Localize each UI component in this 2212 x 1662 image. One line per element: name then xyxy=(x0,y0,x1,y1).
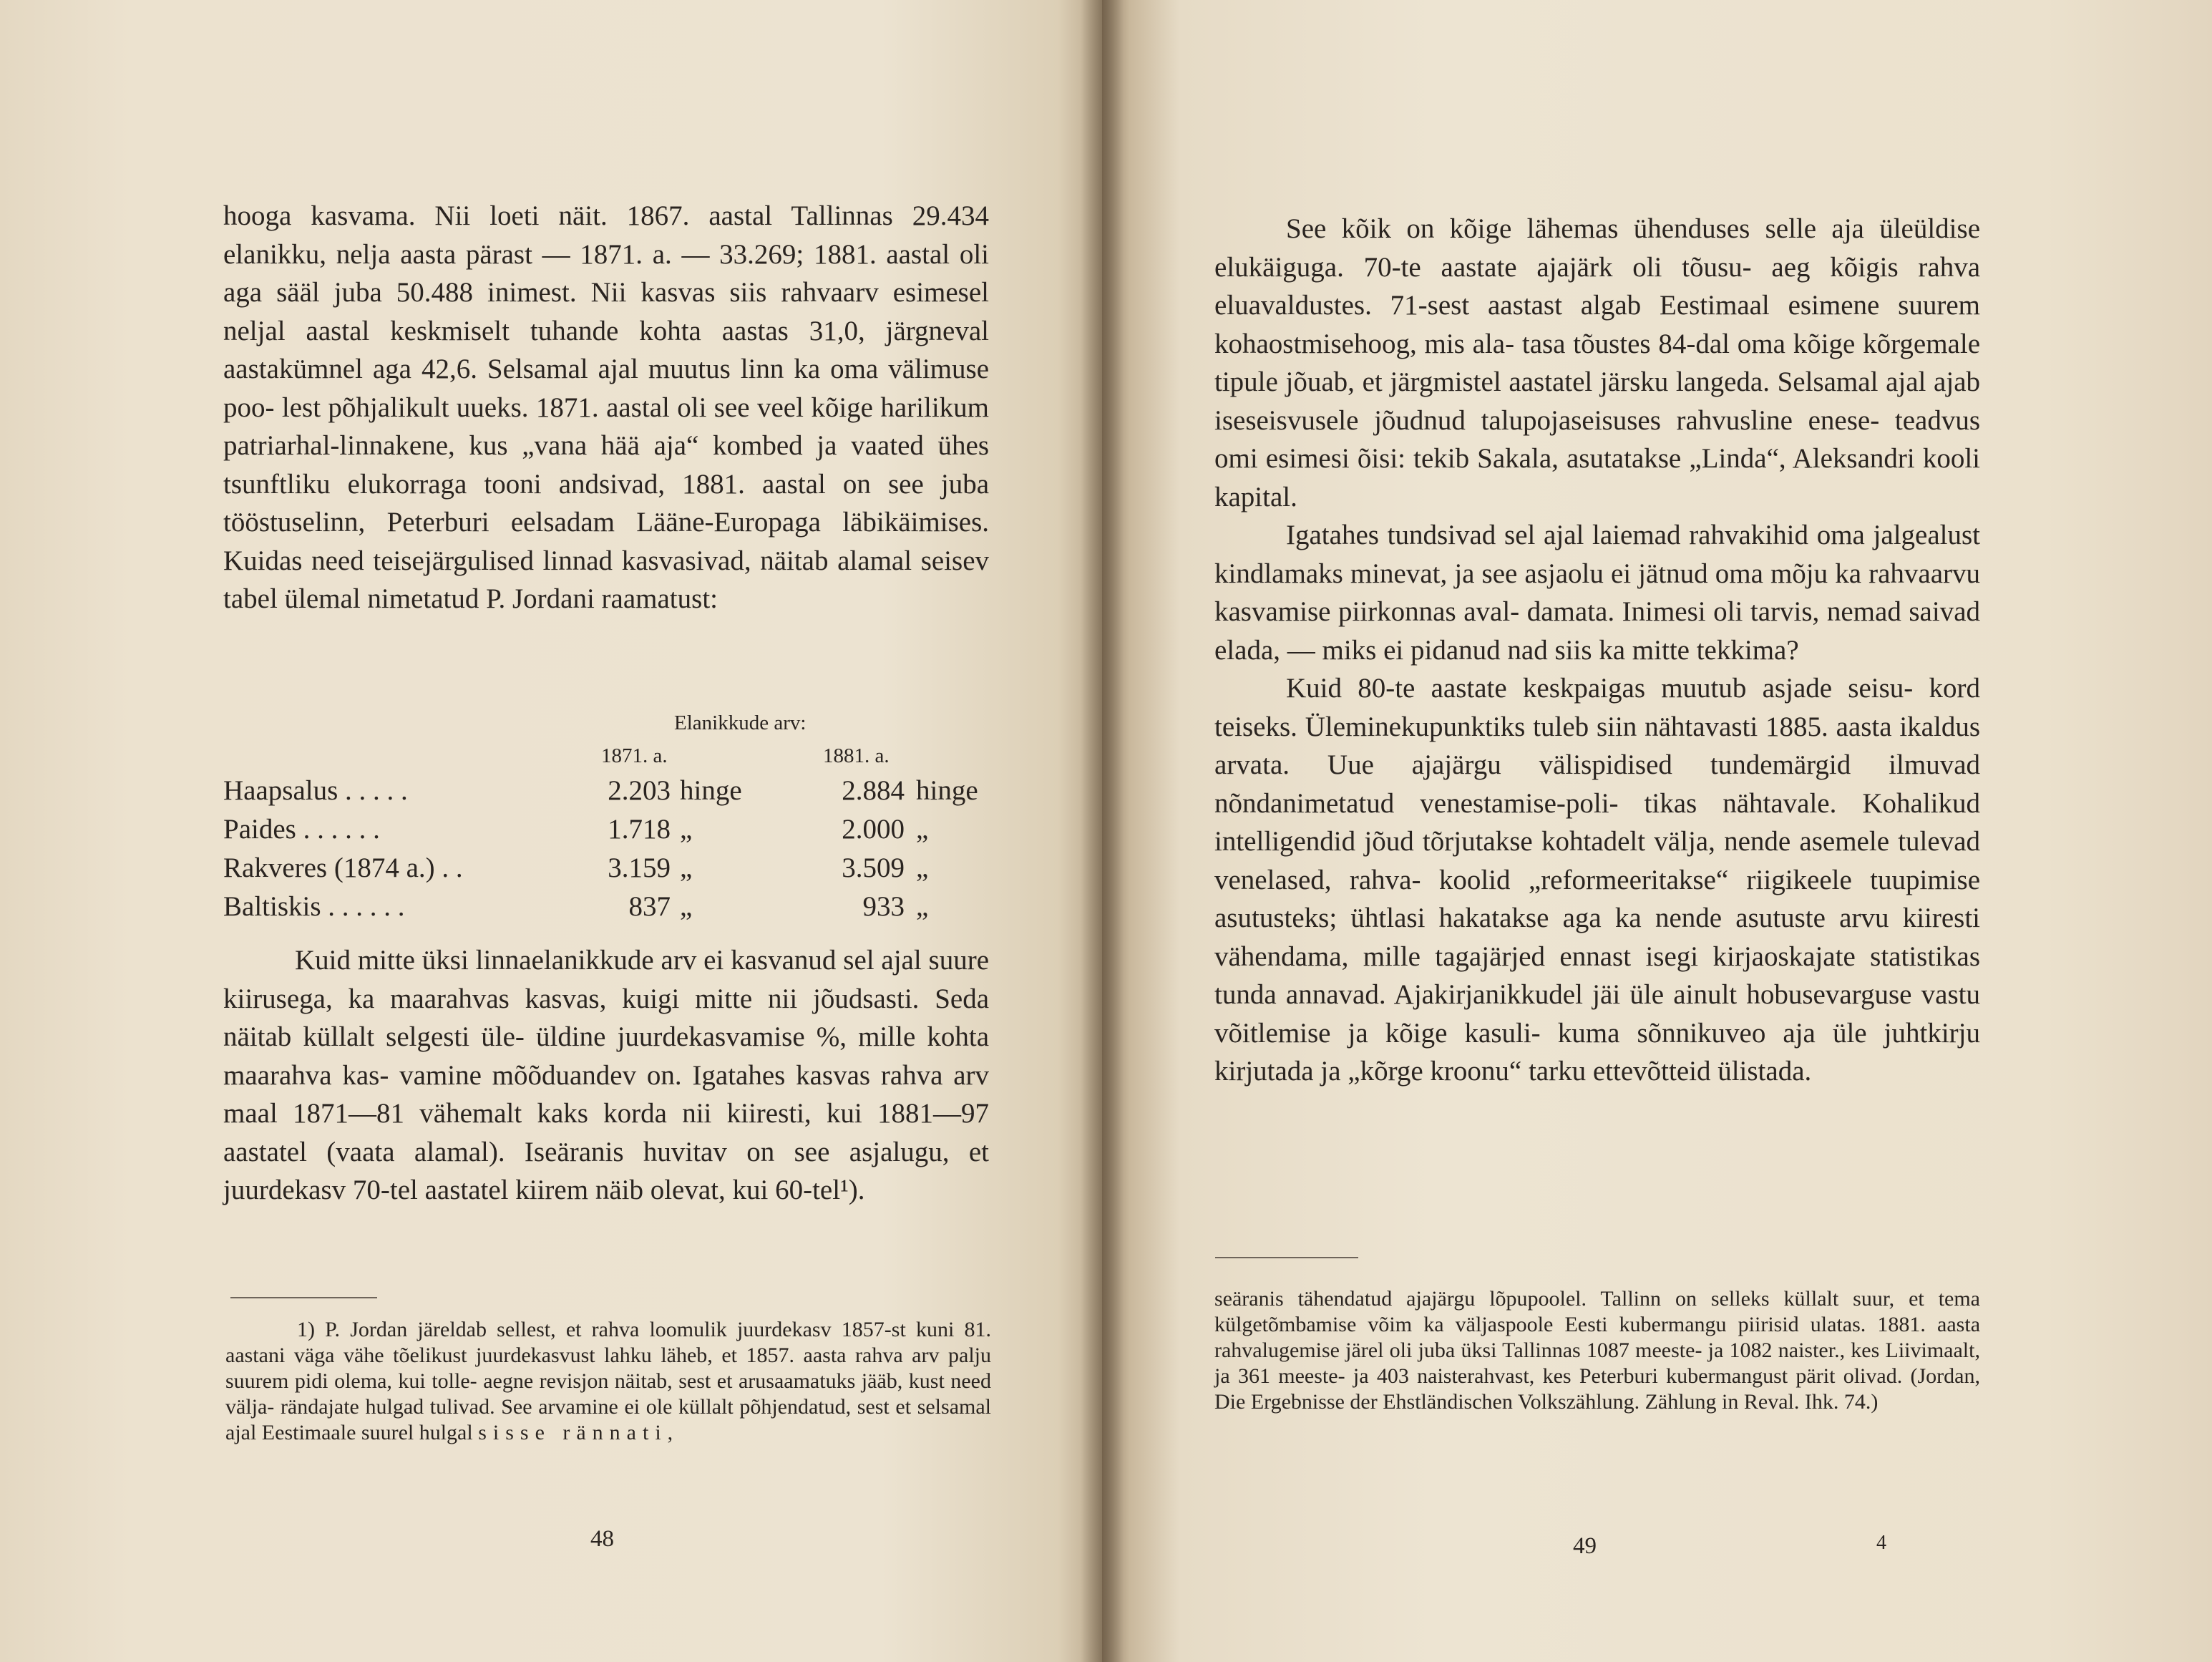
text-line: tikas nähtavale. Kohalikud intelligendid jõud tõrjutakse xyxy=(1214,787,1980,857)
row-place: Paides . . . . . . xyxy=(223,814,380,845)
table-row xyxy=(223,852,1010,890)
text-line: teisejärgulised linnad kasvasivad, näitab alamal seisev xyxy=(373,545,990,576)
column-header-1871: 1871. a. xyxy=(601,744,668,767)
footnote-paragraph xyxy=(225,1317,991,1446)
text-line: vähendama, mille tagajärjed ennast isegi kirjaoskajate xyxy=(1214,941,1856,972)
footnote-spaced-text: sisse rännati, xyxy=(478,1421,680,1444)
table-row xyxy=(223,774,1010,813)
text-line: kohtadelt välja, nende asemele tulevad venelased, rahva- xyxy=(1214,826,1981,895)
unit-1881: „ xyxy=(916,891,929,922)
right-page xyxy=(1102,0,2212,1662)
text-line: See kõik on kõige lähemas ühenduses selle aja xyxy=(1286,213,1864,244)
text-line: iseseisvusele jõudnud talupojaseisuses rahvusline enese- xyxy=(1214,404,1880,436)
unit-1881: „ xyxy=(916,852,929,883)
text-line: damata. Inimesi oli tarvis, nemad saivad elada, — miks xyxy=(1214,596,1981,666)
footnote-line: olivad. (Jordan, Die Ergebnisse der Ehstländischen Volkszählung. xyxy=(1214,1364,1980,1414)
text-line: olevat, kui 60-tel¹). xyxy=(650,1175,865,1205)
signature-mark: 4 xyxy=(1876,1532,1886,1554)
value-1871: 1.718 xyxy=(608,814,671,845)
text-line: 42,6. Selsamal ajal muutus linn ka oma välimuse poo- xyxy=(223,354,989,423)
text-line: jalgealust kindlamaks minevat, ja see asjaolu ei jätnud xyxy=(1214,520,1981,589)
text-line: 29.434 elanikku, nelja aasta pärast — 1871. a. — 33.269; xyxy=(223,200,989,270)
text-line: andsivad, 1881. aastal on see juba tööstuselinn, Peterburi xyxy=(223,468,990,538)
footnote-line: rändajate hulgad tulivad. See arvamine ei ole küllalt põhjendatud, xyxy=(280,1395,852,1419)
table-row xyxy=(223,890,1010,929)
footnote-paragraph xyxy=(1214,1286,1980,1415)
text-line: ühtlasi hakatakse aga ka nende asutuste arvu kiiresti xyxy=(1350,903,1981,933)
left-body-text xyxy=(223,197,989,618)
page-number-right: 49 xyxy=(1573,1533,1597,1559)
text-line: statistikas tunda annavad. Ajakirjanikkudel jäi üle xyxy=(1214,941,1981,1010)
text-line: tuhande kohta aastas 31,0, järgneval aastakümnel aga xyxy=(223,315,989,384)
text-line: tasa tõustes 84-dal oma kõige kõrgemale tipule jõuab, et xyxy=(1214,328,1981,397)
text-line: aeg kõigis rahva eluavaldustes. 71-sest aastast algab xyxy=(1214,251,1981,321)
text-line: „Linda“, Aleksandri kooli kapital. xyxy=(1214,443,1981,512)
row-place: Rakveres (1874 a.) . . xyxy=(223,852,463,883)
text-line: kord teiseks. Üleminekupunktiks tuleb siin nähtavasti xyxy=(1214,673,1981,742)
text-line: Kuid 80-te aastate keskpaigas muutub asjade seisu- xyxy=(1286,673,1914,704)
text-line: Eestimaal esimene suurem kohaostmisehoog, mis ala- xyxy=(1214,290,1980,359)
text-line: üleüldise elukäiguga. 70-te aastate ajajärk oli tõusu- xyxy=(1214,213,1981,283)
text-line: koolid „reformeeritakse“ riigikeele tuupimise asutusteks; xyxy=(1214,864,1981,933)
table-header xyxy=(223,703,1010,774)
left-paragraph-1 xyxy=(223,197,989,618)
footnote-line: meeste- ja 403 naisterahvast, kes Peterburi kubermangust pärit xyxy=(1278,1364,1836,1388)
value-1881: 2.000 xyxy=(842,814,905,845)
text-line: see asjalugu, et juurdekasv 70-tel aastatel kiirem näib xyxy=(223,1136,989,1205)
table-caption: Elanikkude arv: xyxy=(674,711,807,734)
text-line: hooga kasvama. Nii loeti näit. 1867. aastal Tallinnas xyxy=(223,200,893,231)
text-line: tundemärgid ilmuvad nõndanimetatud venestamise-poli- xyxy=(1214,749,1981,819)
text-line: Kuid mitte üksi linnaelanikkude arv ei kasvanud xyxy=(295,945,837,976)
value-1881: 3.509 xyxy=(842,852,905,883)
value-1881: 2.884 xyxy=(842,775,905,806)
footnote-line: piirisid ulatas. 1881. aasta rahvalugemise järel oli juba üksi xyxy=(1214,1313,1981,1362)
value-1871: 3.159 xyxy=(608,852,671,883)
text-line: 1881. aastal oli aga sääl juba 50.488 inimest. Nii xyxy=(223,238,990,308)
text-line: 1881—97 aastatel (vaata alamal). Iseäranis huvitav on xyxy=(223,1098,990,1167)
text-line: kroonu“ tarku ettevõtteid ülistada. xyxy=(1430,1056,1812,1087)
footnote-line: 1857-st kuni 81. aastani väga vähe tõelikust juurdekasvust lahku xyxy=(225,1318,991,1367)
right-body-text xyxy=(1214,210,1980,1091)
text-line: teadvus omi esimesi õisi: tekib Sakala, asutatakse xyxy=(1214,404,1981,474)
column-header-1881: 1881. a. xyxy=(823,744,890,767)
text-line: oma mõju ka rahvaarvu kasvamise piirkonnas aval- xyxy=(1214,558,1981,627)
text-line: kasvas siis rahvaarv esimesel neljal aastal keskmiselt xyxy=(223,277,989,346)
text-line: eelsadam Lääne-Europaga läbikäimises. Kuidas need xyxy=(223,507,989,576)
value-1881: 933 xyxy=(862,891,905,922)
book-gutter xyxy=(1081,0,1124,1662)
text-line: 1885. aasta ikaldus arvata. Uue ajajärgu välispidised xyxy=(1214,711,1980,780)
left-paragraph-2 xyxy=(223,941,989,1210)
text-line: järgmistel aastatel järsku langeda. Selsamal ajal ajab xyxy=(1390,366,1981,397)
text-line: harilikum patriarhal-linnakene, kus „vana hää aja“ xyxy=(223,392,990,461)
row-place: Haapsalus . . . . . xyxy=(223,775,408,806)
footnote-rule xyxy=(230,1297,377,1298)
right-paragraph-3 xyxy=(1214,669,1980,1091)
text-line: sel ajal suure kiirusega, ka maarahvas kasvas, kuigi xyxy=(223,945,989,1014)
left-footnote xyxy=(225,1317,991,1446)
unit-1871: „ xyxy=(680,814,693,845)
value-1871: 837 xyxy=(628,891,671,922)
text-line: ei pidanud nad siis ka mitte tekkima? xyxy=(1383,634,1799,666)
text-line: maal 1871—81 vähemalt kaks korda nii kiiresti, kui xyxy=(223,1098,862,1129)
left-page xyxy=(0,0,1102,1662)
text-line: lest põhjalikult uueks. 1871. aastal oli see veel kõige xyxy=(281,392,873,423)
footnote-line: Zählung in Reval. Ihk. 74.) xyxy=(1645,1390,1879,1414)
left-body-text-2 xyxy=(223,941,989,1210)
footnote-rule xyxy=(1215,1257,1358,1258)
footnote-line: läheb, et 1857. aasta rahva arv palju suurem pidi olema, kui tolle- xyxy=(225,1343,991,1393)
footnote-line: sest et selsamal ajal Eestimaale suurel hulgal xyxy=(225,1395,991,1444)
unit-1881: „ xyxy=(916,814,929,845)
text-line: vamine mõõduandev on. Igatahes kasvas rahva arv xyxy=(399,1059,990,1091)
footnote-line: suur, et tema külgetõmbamise võim ka väljaspoole Eesti kubermangu xyxy=(1214,1287,1980,1336)
text-line: tabel ülemal nimetatud P. Jordani raamatust: xyxy=(223,583,718,614)
right-paragraph-1 xyxy=(1214,210,1980,516)
unit-1871: „ xyxy=(680,891,693,922)
text-line: ainult hobusevarguse vastu võitlemise ja kõige kasuli- xyxy=(1214,979,1980,1049)
text-line: mitte nii jõudsasti. Seda näitab küllalt selgesti üle- xyxy=(223,983,990,1052)
table-row xyxy=(223,813,1010,852)
footnote-line: seäranis tähendatud ajajärgu lõpupoolel. Tallinn on selleks küllalt xyxy=(1214,1287,1839,1311)
page-number-left: 48 xyxy=(590,1526,614,1552)
value-1871: 2.203 xyxy=(608,775,671,806)
right-footnote xyxy=(1214,1286,1980,1415)
unit-1871: „ xyxy=(680,852,693,883)
unit-1871: hinge xyxy=(680,775,742,806)
row-place: Baltiskis . . . . . . xyxy=(223,891,405,922)
footnote-line: 1) P. Jordan järeldab sellest, et rahva loomulik juurdekasv xyxy=(297,1318,832,1341)
footnote-line: Tallinnas 1087 meeste- ja 1082 naister., kes Liivimaalt, ja 361 xyxy=(1214,1338,1980,1388)
footnote-line: aegne revisjon näitab, sest et arusaamatuks jääb, kust need välja- xyxy=(225,1369,991,1419)
text-line: Igatahes tundsivad sel ajal laiemad rahvakihid oma xyxy=(1286,520,1865,550)
text-line: kombed ja vaated ühes tsunftliku elukorraga tooni xyxy=(223,430,990,500)
population-table xyxy=(223,703,1010,929)
text-line: üldine juurdekasvamise %, mille kohta maarahva kas- xyxy=(223,1021,990,1091)
text-line: kuma sõnnikuveo aja üle juhtkirju kirjutada ja „kõrge xyxy=(1214,1017,1980,1087)
unit-1881: hinge xyxy=(916,775,978,806)
right-paragraph-2 xyxy=(1214,516,1980,669)
